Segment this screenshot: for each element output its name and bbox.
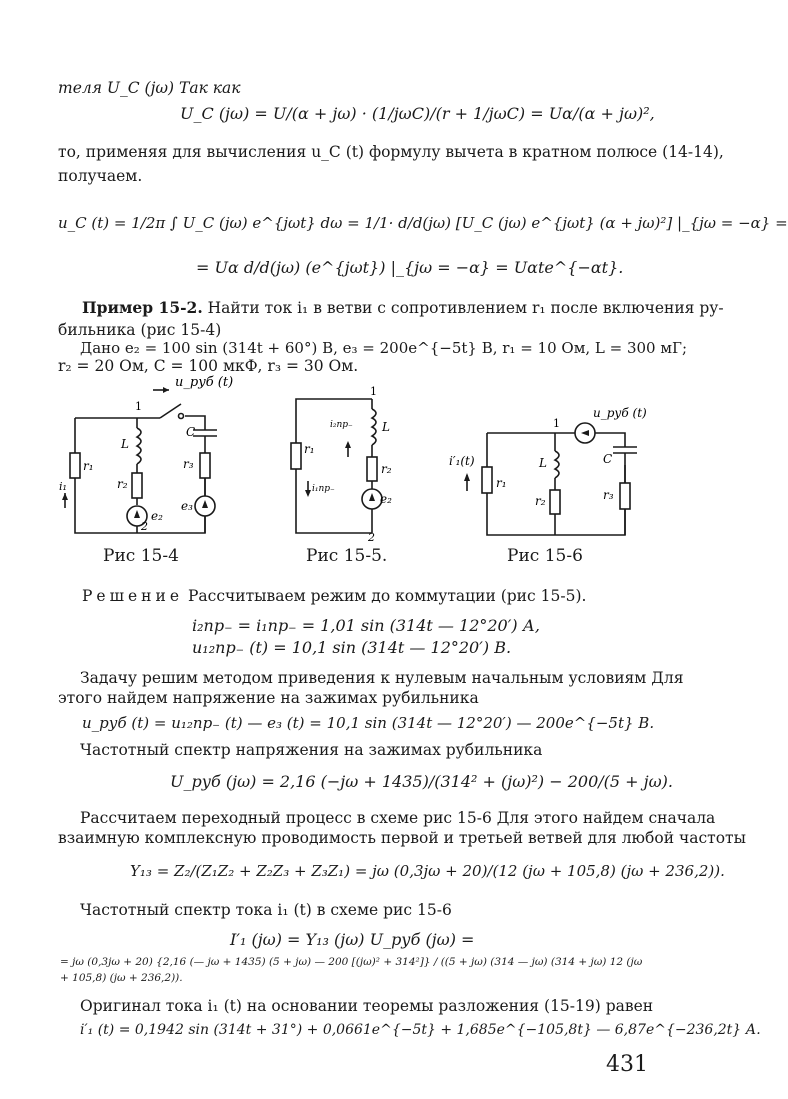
current-i1-label: i′₁(t)	[449, 454, 475, 468]
r3-label: r₃	[603, 488, 614, 502]
page-number: 431	[606, 1052, 648, 1077]
equation-switch-voltage: u_руб (t) = u₁₂пр₋ (t) — e₃ (t) = 10,1 sin (314t — 12°20′) — 200e^{−5t} В.	[82, 714, 655, 732]
node-1-label: 1	[553, 417, 560, 430]
r1-label: r₁	[83, 459, 94, 473]
node-2-label: 2	[368, 531, 375, 544]
equation-current-spectrum-expanded: = jω (0,3jω + 20) {2,16 (— jω + 1435) (5 + jω) — 200 [(jω)² + 314²]} / ((5 + jω) (314 — jω) (314 + jω) 12 (jω + 105,8) (jω + 236,2)).	[60, 956, 643, 984]
current-i1-label: i₁	[59, 480, 67, 493]
equation-result: = Uα d/d(jω) (e^{jωt}) |_{jω = −α} = Uαte^{−αt}.	[196, 258, 624, 277]
inductor-label: L	[382, 420, 390, 434]
equation-uc: U_C (jω) = U/(α + jω) · (1/jωC)/(r + 1/jωC) = Uα/(α + jω)²,	[180, 104, 655, 123]
text-line-2: то, применяя для вычисления u_C (t) формулу вычета в кратном полюсе (14-14),	[58, 143, 724, 161]
e2-label: e₂	[151, 509, 163, 523]
text-line-13: Оригинал тока i₁ (t) на основании теоремы разложения (15-19) равен	[80, 997, 654, 1015]
equation-voltage-spectrum: U_руб (jω) = 2,16 (−jω + 1435)/(314² + (jω)²) − 200/(5 + jω).	[170, 772, 673, 791]
source-voltage-label: u_руб (t)	[593, 406, 647, 420]
current-i1-label: i₁пр₋	[312, 484, 335, 494]
r1-label: r₁	[304, 442, 315, 456]
equation-current-spectrum: I′₁ (jω) = Y₁₃ (jω) U_руб (jω) =	[230, 930, 475, 949]
node-2-label: 2	[141, 520, 148, 533]
capacitor-label: C	[603, 452, 613, 466]
node-1-label: 1	[135, 400, 142, 413]
text-line-9: Частотный спектр напряжения на зажимах рубильника	[80, 741, 543, 759]
text-line-10: Рассчитаем переходный процесс в схеме рис 15-6 Для этого найдем сначала	[80, 809, 716, 827]
example-label: Пример 15-2.	[82, 298, 203, 317]
solution-label: Решение	[82, 587, 184, 605]
circuit-fig-15-5	[282, 385, 402, 544]
equation-mutual-admittance: Y₁₃ = Z₂/(Z₁Z₂ + Z₂Z₃ + Z₃Z₁) = jω (0,3jω + 20)/(12 (jω + 105,8) (jω + 236,2)).	[130, 862, 725, 880]
current-i2-label: i₂пр₋	[330, 420, 353, 430]
caption-fig-15-6: Рис 15-6	[507, 546, 583, 566]
inductor-label: L	[121, 437, 129, 451]
text-line-1: теля U_C (jω) Так как	[58, 79, 241, 97]
circuit-fig-15-4	[55, 368, 245, 548]
caption-fig-15-4: Рис 15-4	[103, 546, 179, 566]
given-line-1: Дано e₂ = 100 sin (314t + 60°) В, e₃ = 200e^{−5t} В, r₁ = 10 Ом, L = 300 мГ;	[80, 339, 688, 357]
text-line-11: взаимную комплексную проводимость первой и третьей ветвей для любой частоты	[58, 829, 746, 847]
solution-text: Рассчитываем режим до коммутации (рис 15-5).	[187, 587, 587, 605]
text-line-3: получаем.	[58, 167, 143, 185]
equation-initial-voltage: u₁₂пр₋ (t) = 10,1 sin (314t — 12°20′) В.	[192, 638, 512, 657]
given-line-2: r₂ = 20 Ом, C = 100 мкФ, r₃ = 30 Ом.	[58, 357, 359, 375]
r2-label: r₂	[117, 477, 128, 491]
equation-residue: u_C (t) = 1/2π ∫ U_C (jω) e^{jωt} dω = 1/1· d/d(jω) [U_C (jω) e^{jωt} (α + jω)²] |_{jω = −α} =	[58, 214, 788, 232]
inductor-label: L	[539, 456, 547, 470]
capacitor-label: C	[186, 425, 196, 439]
equation-initial-current: i₂пр₋ = i₁пр₋ = 1,01 sin (314t — 12°20′) А,	[192, 616, 540, 635]
e3-label: e₃	[181, 499, 193, 513]
r1-label: r₁	[496, 476, 507, 490]
r3-label: r₃	[183, 457, 194, 471]
switch-voltage-label: u_руб (t)	[175, 375, 234, 390]
text-line-12: Частотный спектр тока i₁ (t) в схеме рис 15-6	[80, 901, 452, 919]
equation-original-current: i′₁ (t) = 0,1942 sin (314t + 31°) + 0,0661e^{−5t} + 1,685e^{−105,8t} — 6,87e^{−236,2t} А.	[80, 1022, 761, 1038]
text-line-4: бильника (рис 15-4)	[58, 321, 222, 339]
r2-label: r₂	[535, 494, 546, 508]
example-text: Найти ток i₁ в ветви с сопротивлением r₁ после включения ру-	[207, 299, 724, 317]
text-line-8: этого найдем напряжение на зажимах рубильника	[58, 689, 479, 707]
r2-label: r₂	[381, 462, 392, 476]
example-heading	[82, 298, 724, 318]
caption-fig-15-5: Рис 15-5.	[306, 546, 388, 566]
e2-label: e₂	[380, 492, 392, 506]
solution-line	[82, 586, 586, 606]
text-line-7: Задачу решим методом приведения к нулевым начальным условиям Для	[80, 669, 684, 687]
node-1-label: 1	[370, 385, 377, 398]
circuit-fig-15-6	[445, 395, 645, 545]
